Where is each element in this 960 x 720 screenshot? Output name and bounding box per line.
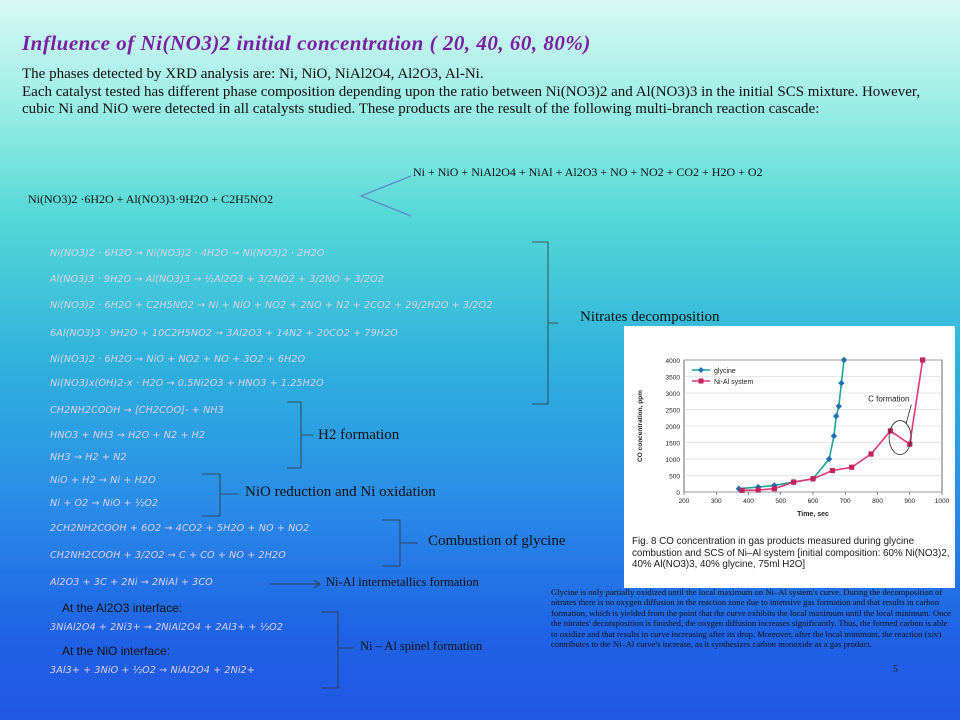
x-tick-label: 300: [710, 498, 722, 505]
equation: HNO3 + NH3 → H2O + N2 + H2: [50, 430, 206, 441]
data-point-glycine: [833, 413, 839, 419]
x-tick-label: 400: [743, 498, 754, 505]
page-number: 5: [893, 664, 898, 675]
brace-glycine-icon: [380, 518, 420, 568]
y-tick-label: 1000: [665, 457, 680, 464]
label-nitrates-decomposition: Nitrates decomposition: [580, 309, 720, 325]
equation: Ni(NO3)x(OH)2-x · H2O → 0.5Ni2O3 + HNO3 + 1.25H2O: [50, 378, 324, 389]
slide-title: Influence of Ni(NO3)2 initial concentration ( 20, 40, 60, 80%): [22, 31, 591, 55]
label-glycine-combustion: Combustion of glycine: [428, 533, 566, 549]
brace-nio-icon: [200, 472, 240, 518]
x-tick-label: 1000: [934, 498, 950, 505]
equation: Al2O3 + 3C + 2Ni → 2NiAl + 3CO: [50, 577, 213, 588]
annotation-label: C formation: [868, 394, 910, 404]
cascade-products: Ni + NiO + NiAl2O4 + NiAl + Al2O3 + NO + NO2 + CO2 + H2O + O2: [413, 165, 763, 179]
equation: Ni(NO3)2 · 6H2O → Ni(NO3)2 · 4H2O → Ni(NO3)2 · 2H2O: [50, 248, 325, 259]
equation: Ni(NO3)2 · 6H2O → NiO + NO2 + NO + 3O2 + 6H2O: [50, 354, 306, 365]
equation: 3Al3+ + 3NiO + ½O2 → NiAl2O4 + 2Ni2+: [50, 665, 255, 676]
brace-h2-icon: [285, 400, 315, 470]
co-concentration-chart: [624, 326, 955, 536]
label-al2o3-interface: At the Al2O3 interface:: [62, 601, 183, 615]
equation: NiO + H2 → Ni + H2O: [50, 475, 156, 486]
x-axis-label: Time, sec: [797, 511, 829, 518]
cascade-reactants: Ni(NO3)2 ·6H2O + Al(NO3)3·9H2O + C2H5NO2: [28, 192, 274, 206]
explanatory-note: Glycine is only partially oxidized until the local maximum on Ni–Al system's curve. During the decomposition of nitrates there is no oxygen diffusion in the reaction zone due to intensive gas formation and that results in carbon formation, which is yielded from the point that the curve exhibits the local maximum until the local minimum. Once the nitrates' decomposition is finished, the oxygen diffusion increases significantly. Thus, the formed carbon is able to oxidize and that results in curve increasing after its drop. Moreover, after the local minimum, the reaction (xiv) contributes to the Ni–Al curve's increase, as it synthesizes carbon monoxide as a gas product.: [551, 587, 951, 650]
x-tick-label: 500: [775, 498, 787, 505]
data-point-ni-al: [791, 480, 796, 485]
label-h2-formation: H2 formation: [318, 427, 400, 443]
equation: NH3 → H2 + N2: [50, 452, 127, 463]
data-point-glycine: [841, 357, 847, 363]
intro-text: [22, 66, 922, 119]
y-tick-label: 1500: [665, 440, 680, 448]
data-point-ni-al: [810, 476, 815, 481]
label-nio-interface: At the NiO interface:: [62, 644, 171, 658]
figure-caption: Fig. 8 CO concentration in gas products measured during glycine combustion and SCS of Ni–Al system [initial composition: 60% Ni(NO3)2, 40% Al(NO3)3, 40% glycine, 75ml H2O]: [632, 536, 950, 571]
legend-marker: [698, 367, 704, 373]
y-tick-label: 4000: [665, 358, 680, 365]
label-nio-reduction: NiO reduction and Ni oxidation: [245, 484, 436, 500]
y-tick-label: 3000: [665, 391, 680, 398]
data-point-ni-al: [920, 357, 925, 362]
x-tick-label: 700: [839, 498, 851, 505]
x-tick-label: 600: [807, 498, 819, 505]
legend-label: glycine: [714, 368, 736, 375]
brace-spinel-icon: [320, 610, 356, 690]
y-axis-label: CO concentration, ppm: [637, 390, 644, 462]
data-point-ni-al: [772, 486, 777, 491]
data-point-ni-al: [830, 468, 835, 473]
equation: Al(NO3)3 · 9H2O → Al(NO3)3 → ½Al2O3 + 3/2NO2 + 3/2NO + 3/2O2: [50, 274, 384, 285]
y-tick-label: 2000: [665, 424, 680, 431]
label-intermetallics: Ni-Al intermetallics formation: [326, 575, 479, 589]
cascade-arrow-icon: [355, 170, 415, 220]
equation: 3NiAl2O4 + 2Ni3+ → 2NiAl2O4 + 2Al3+ + ½O2: [50, 622, 284, 633]
data-point-glycine: [831, 433, 837, 439]
data-point-glycine: [838, 380, 844, 386]
equation: 2CH2NH2COOH + 6O2 → 4CO2 + 5H2O + NO + NO2: [50, 523, 310, 534]
equation: CH2NH2COOH + 3/2O2 → C + CO + NO + 2H2O: [50, 550, 286, 561]
y-tick-label: 0: [676, 490, 680, 497]
equation: Ni + O2 → NiO + ½O2: [50, 498, 159, 509]
intro-line-phases: The phases detected by XRD analysis are: Ni, NiO, NiAl2O4, Al2O3, Al-Ni.: [22, 66, 484, 82]
data-point-ni-al: [868, 451, 873, 456]
x-tick-label: 900: [904, 498, 916, 505]
data-point-glycine: [836, 403, 842, 409]
x-tick-label: 800: [872, 498, 883, 505]
annotation-pointer: [906, 405, 911, 424]
equation: 6Al(NO3)3 · 9H2O + 10C2H5NO2 → 3Al2O3 + 14N2 + 20CO2 + 79H2O: [50, 328, 398, 339]
series-line-glycine: [739, 360, 844, 489]
data-point-ni-al: [756, 487, 761, 492]
y-tick-label: 3500: [665, 374, 680, 382]
y-tick-label: 500: [669, 473, 680, 481]
data-point-ni-al: [739, 488, 744, 493]
label-spinel-formation: Ni – Al spinel formation: [360, 639, 483, 653]
equation: CH2NH2COOH → [CH2COO]- + NH3: [50, 405, 224, 416]
y-tick-label: 2500: [665, 407, 680, 415]
brace-nitrates-icon: [530, 240, 560, 406]
figure-panel: [624, 326, 955, 588]
data-point-ni-al: [849, 465, 854, 470]
equation: Ni(NO3)2 · 6H2O + C2H5NO2 → Ni + NiO + NO2 + 2NO + N2 + 2CO2 + 29/2H2O + 3/2O2: [50, 300, 493, 311]
legend-label: Ni-Al system: [714, 379, 754, 386]
intro-line-explanation: Each catalyst tested has different phase composition depending upon the ratio between Ni(NO3)2 and Al(NO3)3 in the initial SCS mixture. However, cubic Ni and NiO were detected in all catalysts studied. These products are the result of the following multi-branch reaction cascade:: [22, 83, 921, 117]
x-tick-label: 200: [678, 498, 690, 505]
legend-marker: [699, 379, 704, 384]
arrow-intermetallic-icon: [268, 578, 324, 590]
